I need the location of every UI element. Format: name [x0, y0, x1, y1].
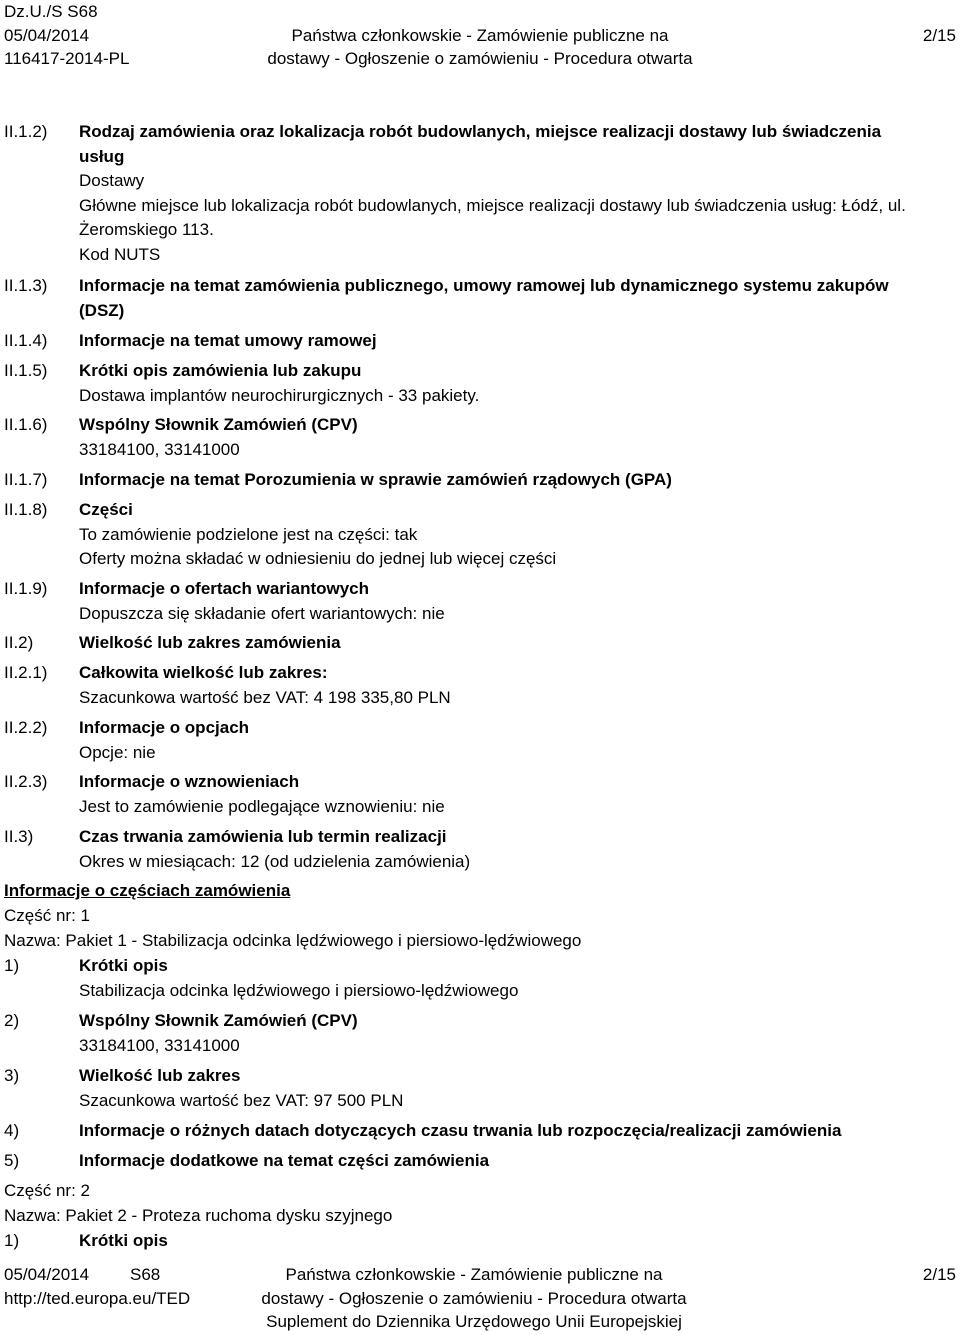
section-heading: Informacje na temat zamówienia publicznego, umowy ramowej lub dynamicznego systemu zakupów [79, 276, 889, 295]
item-number: 2) [4, 1011, 20, 1030]
section-number: II.2) [4, 633, 34, 652]
section-value: Jest to zamówienie podlegające wznowieniu: nie [79, 796, 445, 816]
footer-url: http://ted.europa.eu/TED [4, 1288, 191, 1308]
header-title-line2: dostawy - Ogłoszenie o zamówieniu - Procedura otwarta [267, 49, 693, 68]
header-date: 05/04/2014 [4, 25, 90, 45]
section-heading: Części [79, 500, 133, 519]
footer-title-line1: Państwa członkowskie - Zamówienie publiczne na [285, 1265, 663, 1284]
footer-date: 05/04/2014 [4, 1265, 90, 1284]
section-number: II.2.1) [4, 663, 48, 682]
section-number: II.1.3) [4, 276, 48, 295]
section-number: II.1.7) [4, 470, 48, 489]
section-number: II.3) [4, 827, 34, 846]
section-heading: Wielkość lub zakres zamówienia [79, 633, 341, 652]
item-heading: Krótki opis [79, 1231, 168, 1250]
footer-series: S68 [130, 1265, 161, 1284]
section-number: II.2.2) [4, 718, 48, 737]
item-value: Stabilizacja odcinka lędźwiowego i piersiowo-lędźwiowego [79, 980, 519, 1000]
section-heading-cont: usług [79, 146, 125, 166]
lot1-part-number: Część nr: 1 [4, 906, 90, 925]
cpv-codes: 33184100, 33141000 [79, 439, 240, 459]
item-heading: Wielkość lub zakres [79, 1066, 241, 1085]
contract-type: Dostawy [79, 171, 145, 190]
item-heading: Krótki opis [79, 956, 168, 975]
section-heading: Rodzaj zamówienia oraz lokalizacja robót budowlanych, miejsce realizacji dostawy lub świadczenia [79, 122, 882, 141]
location-line1: Główne miejsce lub lokalizacja robót budowlanych, miejsce realizacji dostawy lub świadczenia usług: Łódź, ul. [79, 195, 906, 215]
item-heading: Wspólny Słownik Zamówień (CPV) [79, 1011, 358, 1030]
section-heading: Czas trwania zamówienia lub termin realizacji [79, 827, 447, 846]
section-heading: Całkowita wielkość lub zakres: [79, 663, 328, 682]
section-heading: Informacje na temat umowy ramowej [79, 331, 377, 350]
section-number: II.1.9) [4, 579, 48, 598]
lot2-part-number: Część nr: 2 [4, 1181, 90, 1200]
lot1-name: Nazwa: Pakiet 1 - Stabilizacja odcinka lędźwiowego i piersiowo-lędźwiowego [4, 931, 582, 950]
header-page-number: 2/15 [922, 25, 956, 45]
header-title-line1: Państwa członkowskie - Zamówienie publiczne na [291, 25, 669, 45]
footer-title-line3: Suplement do Dziennika Urzędowego Unii Europejskiej [266, 1312, 682, 1331]
nuts-code: Kod NUTS [79, 244, 161, 264]
section-number: II.1.2) [4, 122, 48, 141]
section-heading: Informacje o ofertach wariantowych [79, 579, 370, 598]
estimated-value: Szacunkowa wartość bez VAT: 4 198 335,80 PLN [79, 687, 451, 707]
section-heading: Wspólny Słownik Zamówień (CPV) [79, 415, 358, 434]
item-number: 1) [4, 956, 20, 975]
footer-page-number: 2/15 [922, 1265, 956, 1284]
journal-ref: Dz.U./S S68 [4, 2, 98, 21]
page-header [4, 0, 956, 71]
footer-title-line2: dostawy - Ogłoszenie o zamówieniu - Procedura otwarta [261, 1288, 687, 1308]
item-number: 3) [4, 1066, 20, 1085]
section-value: Opcje: nie [79, 742, 156, 762]
location-line2: Żeromskiego 113. [79, 220, 214, 239]
section-value-line1: To zamówienie podzielone jest na części: tak [79, 524, 418, 544]
section-heading: Informacje o opcjach [79, 718, 250, 737]
section-value: Dopuszcza się składanie ofert wariantowych: nie [79, 603, 445, 623]
section-number: II.2.3) [4, 772, 48, 791]
section-heading: Informacje na temat Porozumienia w sprawie zamówień rządowych (GPA) [79, 470, 672, 489]
item-number: 4) [4, 1121, 20, 1140]
section-heading: Informacje o wznowieniach [79, 772, 300, 791]
page-footer [4, 1263, 956, 1334]
section-number: II.1.6) [4, 415, 48, 434]
lot2-name: Nazwa: Pakiet 2 - Proteza ruchoma dysku szyjnego [4, 1206, 393, 1225]
section-heading: Krótki opis zamówienia lub zakupu [79, 361, 362, 380]
notice-id: 116417-2014-PL [4, 49, 130, 68]
item-number: 1) [4, 1231, 20, 1250]
lots-heading: Informacje o częściach zamówienia [4, 881, 291, 900]
item-value: 33184100, 33141000 [79, 1035, 240, 1055]
section-number: II.1.4) [4, 331, 48, 350]
section-number: II.1.8) [4, 500, 48, 519]
section-heading-cont: (DSZ) [79, 300, 125, 320]
section-number: II.1.5) [4, 361, 48, 380]
section-value: Dostawa implantów neurochirurgicznych - 33 pakiety. [79, 385, 480, 405]
item-heading: Informacje o różnych datach dotyczących czasu trwania lub rozpoczęcia/realizacji zamówienia [79, 1121, 842, 1140]
item-value: Szacunkowa wartość bez VAT: 97 500 PLN [79, 1090, 404, 1110]
section-value-line2: Oferty można składać w odniesieniu do jednej lub więcej części [79, 549, 557, 568]
item-heading: Informacje dodatkowe na temat części zamówienia [79, 1151, 490, 1170]
section-value: Okres w miesiącach: 12 (od udzielenia zamówienia) [79, 851, 471, 871]
item-number: 5) [4, 1151, 20, 1170]
